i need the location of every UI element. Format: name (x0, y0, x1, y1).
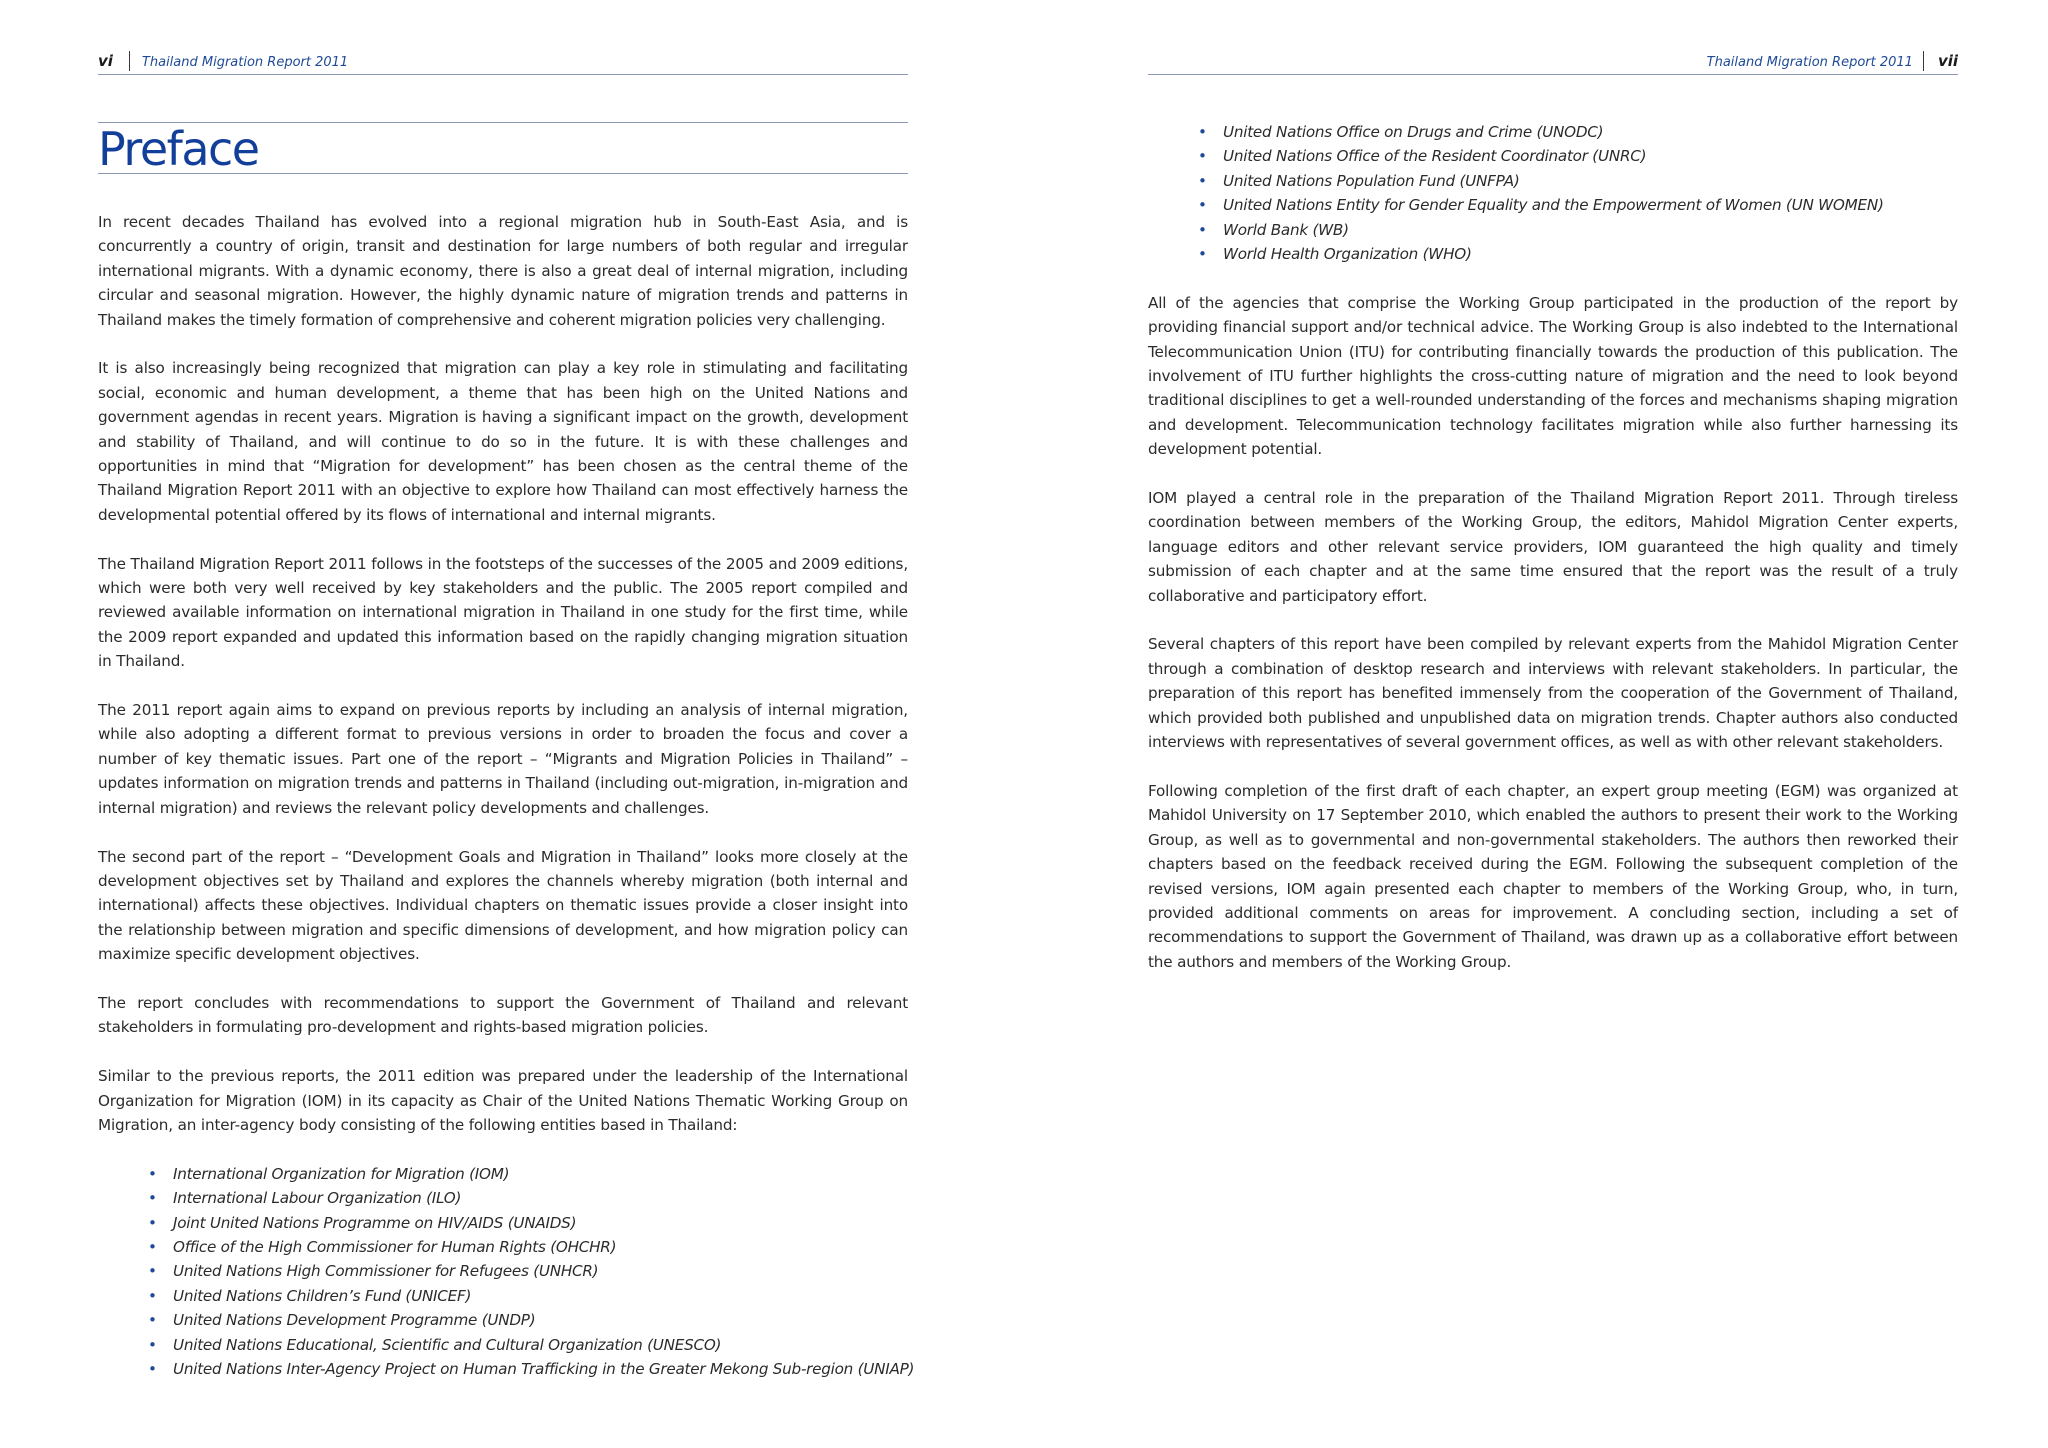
list-item (1198, 169, 1958, 193)
bullet-icon: • (148, 1311, 157, 1330)
page-title: Preface (98, 122, 259, 176)
paragraph: The report concludes with recommendations to support the Government of Thailand and relevant stakeholders in formulating pro-development and rights-based migration policies. (98, 993, 908, 1037)
list-item (1198, 242, 1958, 266)
bullet-icon: • (148, 1189, 157, 1208)
list-item-text: World Health Organization (WHO) (1223, 245, 1472, 264)
list-item (148, 1186, 908, 1210)
list-item (1198, 218, 1958, 242)
bullet-icon: • (1198, 245, 1207, 264)
page-number: vi (98, 52, 113, 70)
bullet-icon: • (148, 1359, 157, 1378)
bullet-icon: • (148, 1164, 157, 1183)
bullet-icon: • (1198, 171, 1207, 190)
agency-list (98, 1162, 915, 1382)
header-divider (1923, 51, 1924, 71)
running-header (98, 48, 908, 75)
list-item (1198, 193, 1958, 217)
paragraph: The Thailand Migration Report 2011 follows in the footsteps of the successes of the 2005 and 2009 editions, which were both very well received by key stakeholders and the public. The 2005 report compiled and reviewed available information on international migration in Thailand in one study for the first time, while the 2009 report expanded and updated this information based on the rapidly changing migration situation in Thailand. (98, 554, 908, 671)
page-number: vii (1937, 52, 1958, 70)
list-item-text: International Labour Organization (ILO) (173, 1189, 462, 1208)
list-item (148, 1162, 908, 1186)
list-item-text: United Nations Office on Drugs and Crime (UNODC) (1223, 123, 1604, 141)
list-item (148, 1211, 908, 1235)
paragraph: The 2011 report again aims to expand on previous reports by including an analysis of internal migration, while also adopting a different format to previous versions in order to broaden the focus and cover a number of key thematic issues. Part one of the report – “Migrants and Migration Policies in Thailand” – updates information on migration trends and patterns in Thailand (including out-migration, in-migration and internal migration) and reviews the relevant policy developments and challenges. (98, 701, 908, 817)
bullet-icon: • (148, 1262, 157, 1281)
list-item-text: Joint United Nations Programme on HIV/AIDS (UNAIDS) (173, 1213, 577, 1232)
list-item (148, 1259, 908, 1283)
bullet-icon: • (1198, 220, 1207, 239)
bullet-icon: • (1198, 196, 1207, 215)
bullet-icon: • (148, 1335, 157, 1354)
list-item (148, 1357, 915, 1381)
paragraph: Similar to the previous reports, the 2011 edition was prepared under the leadership of the International Organization for Migration (IOM) in its capacity as Chair of the United Nations Thematic Working Group on Migration, an inter-agency body consisting of the following entities based in Thailand: (98, 1067, 908, 1134)
list-item-text: United Nations Development Programme (UNDP) (173, 1311, 536, 1330)
list-item-text: United Nations Population Fund (UNFPA) (1223, 171, 1520, 190)
header-title: Thailand Migration Report 2011 (1706, 55, 1913, 70)
list-item-text: United Nations Educational, Scientific and Cultural Organization (UNESCO) (173, 1335, 722, 1354)
paragraph: Following completion of the first draft of each chapter, an expert group meeting (EGM) was organized at Mahidol University on 17 September 2010, which enabled the authors to present their work to the Working Group, as well as to governmental and non-governmental stakeholders. The authors then reworked their chapters based on the feedback received during the EGM. Following the subsequent completion of the revised versions, IOM again presented each chapter to members of the Working Group, who, in turn, provided additional comments on areas for improvement. A concluding section, including a set of recommendations to support the Government of Thailand, was drawn up as a collaborative effort between the authors and members of the Working Group. (1148, 781, 1958, 971)
list-item-text: World Bank (WB) (1223, 220, 1349, 239)
paragraph: The second part of the report – “Development Goals and Migration in Thailand” looks more closely at the development objectives set by Thailand and explores the channels whereby migration (both internal and international) affects these objectives. Individual chapters on thematic issues provide a closer insight into the relationship between migration and specific dimensions of development, and how migration policy can maximize specific development objectives. (98, 847, 908, 964)
list-item (148, 1333, 908, 1357)
list-item-text: International Organization for Migration (IOM) (173, 1164, 510, 1183)
list-item (148, 1235, 908, 1259)
left-page (98, 0, 915, 1448)
bullet-icon: • (148, 1213, 157, 1232)
list-item-text: United Nations Inter-Agency Project on Human Trafficking in the Greater Mekong Sub-region (UNIAP) (173, 1359, 915, 1378)
header-title: Thailand Migration Report 2011 (141, 55, 349, 70)
paragraph: IOM played a central role in the preparation of the Thailand Migration Report 2011. Through tireless coordination between members of the Working Group, the editors, Mahidol Migration Center experts, language editors and other relevant service providers, IOM guaranteed the high quality and timely submission of each chapter and at the same time ensured that the report was the result of a truly collaborative and participatory effort. (1148, 489, 1958, 605)
paragraph: Several chapters of this report have been compiled by relevant experts from the Mahidol Migration Center through a combination of desktop research and interviews with relevant stakeholders. In particular, the preparation of this report has benefited immensely from the cooperation of the Government of Thailand, which provided both published and unpublished data on migration trends. Chapter authors also conducted interviews with representatives of several government offices, as well as with other relevant stakeholders. (1148, 635, 1958, 752)
list-item (148, 1284, 908, 1308)
bullet-icon: • (1198, 147, 1207, 166)
header-divider (129, 51, 130, 71)
list-item (1198, 144, 1958, 168)
paragraph: It is also increasingly being recognized that migration can play a key role in stimulating and facilitating social, economic and human development, a theme that has been high on the United Nations and government agendas in recent years. Migration is having a significant impact on the growth, development and stability of Thailand, and will continue to do so in the future. It is with these challenges and opportunities in mind that “Migration for development” has been chosen as the central theme of the Thailand Migration Report 2011 with an objective to explore how Thailand can most effectively harness the developmental potential offered by its flows of international and internal migrants. (98, 359, 908, 524)
paragraph: All of the agencies that comprise the Working Group participated in the production of the report by providing financial support and/or technical advice. The Working Group is also indebted to the International Telecommunication Union (ITU) for contributing financially towards the production of this publication. The involvement of ITU further highlights the cross-cutting nature of migration and the need to look beyond traditional disciplines to get a well-rounded understanding of the forces and mechanisms shaping migration and development. Telecommunication technology facilitates migration while also further harnessing its development potential. (1148, 293, 1958, 459)
list-item-text: United Nations High Commissioner for Refugees (UNHCR) (173, 1262, 599, 1281)
list-item-text: United Nations Office of the Resident Coordinator (UNRC) (1223, 147, 1647, 166)
body-content (98, 210, 915, 1381)
paragraph: In recent decades Thailand has evolved into a regional migration hub in South-East Asia, and is concurrently a country of origin, transit and destination for large numbers of both regular and irregular international migrants. With a dynamic economy, there is also a great deal of internal migration, including circular and seasonal migration. However, the highly dynamic nature of migration trends and patterns in Thailand makes the timely formation of comprehensive and coherent migration policies very challenging. (98, 213, 908, 329)
right-page (1148, 0, 1958, 1448)
heading-block (98, 122, 908, 174)
list-item-text: Office of the High Commissioner for Human Rights (OHCHR) (173, 1237, 617, 1256)
list-item-text: United Nations Entity for Gender Equality and the Empowerment of Women (UN WOMEN) (1223, 196, 1884, 215)
list-item (1198, 120, 1958, 144)
list-item (148, 1308, 908, 1332)
bullet-icon: • (1198, 123, 1207, 141)
agency-list-continued (1148, 120, 1958, 266)
bullet-icon: • (148, 1237, 157, 1256)
list-item-text: United Nations Children’s Fund (UNICEF) (173, 1286, 472, 1305)
bullet-icon: • (148, 1286, 157, 1305)
body-content (1148, 120, 1958, 999)
running-header (1148, 48, 1958, 75)
